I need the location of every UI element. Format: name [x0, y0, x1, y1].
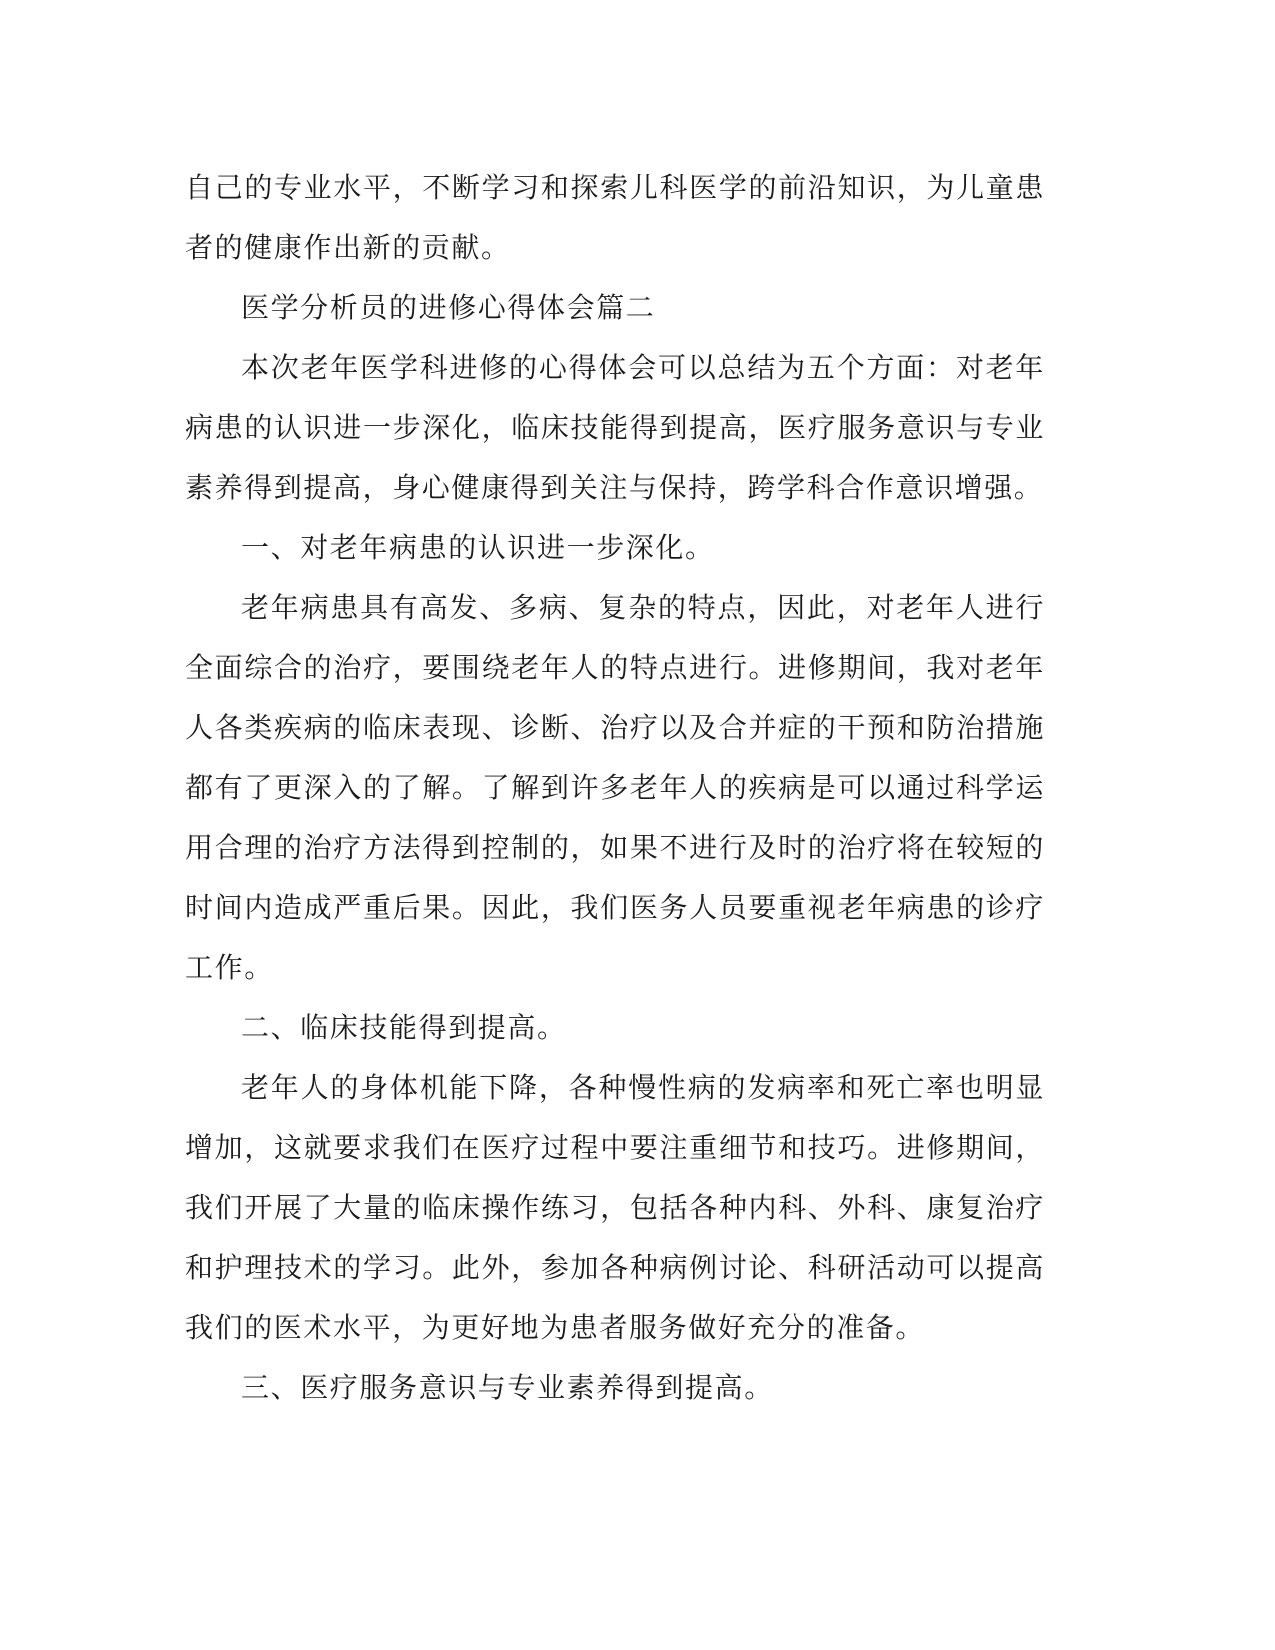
- section-heading: 医学分析员的进修心得体会篇二: [241, 291, 656, 324]
- intro-paragraph: 本次老年医学科进修的心得体会可以总结为五个方面：对老年病患的认识进一步深化，临床技能得到提高，医疗服务意识与专业素养得到提高，身心健康得到关注与保持，跨学科合作意识增强。: [185, 351, 1045, 504]
- paragraph-two: 老年人的身体机能下降，各种慢性病的发病率和死亡率也明显增加，这就要求我们在医疗过程中要注重细节和技巧。进修期间，我们开展了大量的临床操作练习，包括各种内科、外科、康复治疗和护理技术的学习。此外，参加各种病例讨论、科研活动可以提高我们的医术水平，为更好地为患者服务做好充分的准备。: [185, 1071, 1045, 1344]
- subheading-three: 三、医疗服务意识与专业素养得到提高。: [241, 1371, 774, 1404]
- paragraph-continuation: 自己的专业水平，不断学习和探索儿科医学的前沿知识，为儿童患者的健康作出新的贡献。: [185, 171, 1045, 264]
- subheading-two: 二、临床技能得到提高。: [241, 1011, 567, 1044]
- paragraph-one: 老年病患具有高发、多病、复杂的特点，因此，对老年人进行全面综合的治疗，要围绕老年人的特点进行。进修期间，我对老年人各类疾病的临床表现、诊断、治疗以及合并症的干预和防治措施都有了更深入的了解。了解到许多老年人的疾病是可以通过科学运用合理的治疗方法得到控制的，如果不进行及时的治疗将在较短的时间内造成严重后果。因此，我们医务人员要重视老年病患的诊疗工作。: [185, 591, 1045, 984]
- subheading-one: 一、对老年病患的认识进一步深化。: [241, 531, 715, 564]
- document-body: [185, 158, 1045, 1418]
